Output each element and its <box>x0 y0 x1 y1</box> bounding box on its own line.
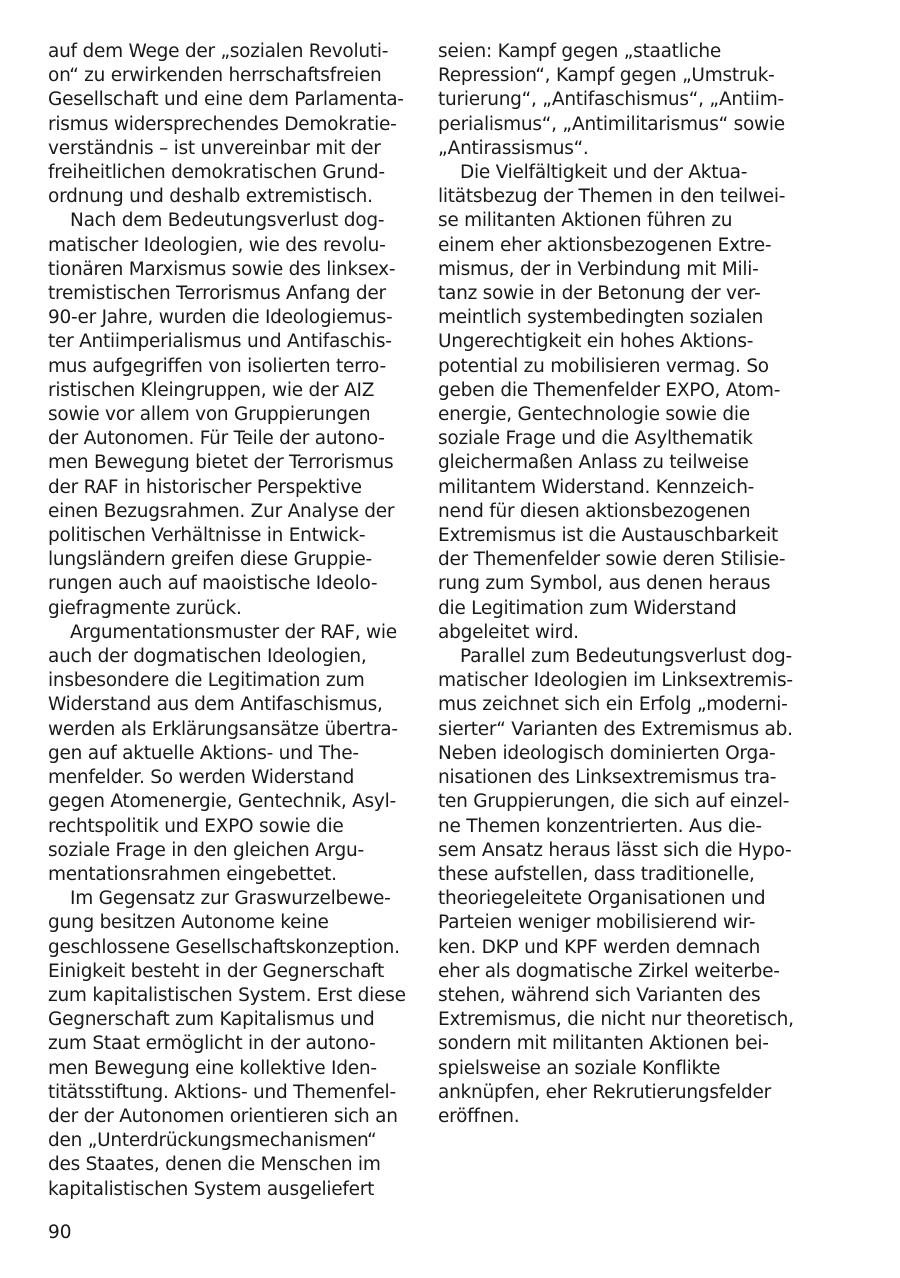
paragraph <box>48 40 410 209</box>
page-number: 90 <box>48 1222 72 1243</box>
text-line: sierter“ Varianten des Extremismus ab. <box>438 718 793 740</box>
text-line: Im Gegensatz zur Graswurzelbewe- <box>70 888 391 910</box>
text-line: giefragmente zurück. <box>48 597 242 619</box>
text-line: der der Autonomen orientieren sich an <box>48 1105 398 1127</box>
text-line: ne Themen konzentrierten. Aus die- <box>438 815 762 837</box>
text-line: perialismus“, „Antimilitarismus“ sowie <box>438 113 785 135</box>
text-line: rismus widersprechendes Demokratie- <box>48 113 397 135</box>
text-line: eröffnen. <box>438 1105 520 1127</box>
text-line: men Bewegung bietet der Terrorismus <box>48 452 394 474</box>
text-line: mismus, der in Verbindung mit Mili- <box>438 258 759 280</box>
text-line: „Antirassismus“. <box>438 137 589 159</box>
text-line: rechtspolitik und EXPO sowie die <box>48 815 344 837</box>
text-line: die Legitimation zum Widerstand <box>438 597 737 619</box>
text-line: matischer Ideologien im Linksextremis- <box>438 670 793 692</box>
text-line: anknüpfen, eher Rekrutierungsfelder <box>438 1081 772 1103</box>
text-line: Argumentationsmuster der RAF, wie <box>70 621 397 643</box>
text-line: 90-er Jahre, wurden die Ideologiemus- <box>48 307 393 329</box>
text-line: ten Gruppierungen, die sich auf einzel- <box>438 791 790 813</box>
text-line: mus zeichnet sich ein Erfolg „moderni- <box>438 694 788 716</box>
text-line: Parteien weniger mobilisierend wir- <box>438 912 756 934</box>
text-line: auch der dogmatischen Ideologien, <box>48 646 367 668</box>
text-line: einen Bezugsrahmen. Zur Analyse der <box>48 500 395 522</box>
text-line: werden als Erklärungsansätze übertra- <box>48 718 398 740</box>
text-line: Widerstand aus dem Antifaschismus, <box>48 694 383 716</box>
text-line: insbesondere die Legitimation zum <box>48 670 365 692</box>
left-column <box>48 40 410 1202</box>
text-line: these aufstellen, dass traditionelle, <box>438 863 755 885</box>
paragraph <box>48 209 410 620</box>
paragraph <box>48 621 410 887</box>
text-line: mus aufgegriffen von isolierten terro- <box>48 355 386 377</box>
text-line: lungsländern greifen diese Gruppie- <box>48 549 372 571</box>
text-line: nend für diesen aktionsbezogenen <box>438 500 751 522</box>
text-line: rungen auch auf maoistische Ideolo- <box>48 573 378 595</box>
text-line: sowie vor allem von Gruppierungen <box>48 404 371 426</box>
text-line: kapitalistischen System ausgeliefert <box>48 1178 375 1200</box>
text-line: gleichermaßen Anlass zu teilweise <box>438 452 749 474</box>
text-line: Ungerechtigkeit ein hohes Aktions- <box>438 331 754 353</box>
text-line: abgeleitet wird. <box>438 621 579 643</box>
paragraph <box>438 40 800 161</box>
text-line: Gegnerschaft zum Kapitalismus und <box>48 1009 375 1031</box>
text-line: litätsbezug der Themen in den teilwei- <box>438 186 786 208</box>
text-line: der Themenfelder sowie deren Stilisie- <box>438 549 786 571</box>
text-line: der RAF in historischer Perspektive <box>48 476 362 498</box>
text-line: gen auf aktuelle Aktions- und The- <box>48 742 359 764</box>
text-line: seien: Kampf gegen „staatliche <box>438 41 721 62</box>
text-line: freiheitlichen demokratischen Grund- <box>48 162 385 184</box>
right-column <box>438 40 800 1129</box>
text-line: Gesellschaft und eine dem Parlamenta- <box>48 89 404 111</box>
text-line: se militanten Aktionen führen zu <box>438 210 733 232</box>
text-line: des Staates, denen die Menschen im <box>48 1154 381 1176</box>
text-line: titätsstiftung. Aktions- und Themenfel- <box>48 1081 396 1103</box>
paragraph <box>438 645 800 1129</box>
text-line: stehen, während sich Varianten des <box>438 984 761 1006</box>
text-line: Nach dem Bedeutungsverlust dog- <box>70 210 385 232</box>
text-line: eher als dogmatische Zirkel weiterbe- <box>438 960 780 982</box>
text-line: tanz sowie in der Betonung der ver- <box>438 283 761 305</box>
text-line: turierung“, „Antifaschismus“, „Antiim- <box>438 89 784 111</box>
text-line: militantem Widerstand. Kennzeich- <box>438 476 755 498</box>
text-line: gegen Atomenergie, Gentechnik, Asyl- <box>48 791 396 813</box>
text-line: energie, Gentechnologie sowie die <box>438 404 750 426</box>
text-line: meintlich systembedingten sozialen <box>438 307 764 329</box>
text-line: den „Unterdrückungsmechanismen“ <box>48 1130 377 1152</box>
text-line: sondern mit militanten Aktionen bei- <box>438 1033 769 1055</box>
text-line: matischer Ideologien, wie des revolu- <box>48 234 386 256</box>
text-line: gung besitzen Autonome keine <box>48 912 329 934</box>
text-line: on“ zu erwirkenden herrschaftsfreien <box>48 65 382 87</box>
text-line: Die Vielfältigkeit und der Aktua- <box>460 162 748 184</box>
text-line: ken. DKP und KPF werden demnach <box>438 936 761 958</box>
text-line: geschlossene Gesellschaftskonzeption. <box>48 936 400 958</box>
text-line: Extremismus ist die Austauschbarkeit <box>438 525 778 547</box>
text-line: spielsweise an soziale Konflikte <box>438 1057 721 1079</box>
text-line: ter Antiimperialismus und Antifaschis- <box>48 331 392 353</box>
text-line: Einigkeit besteht in der Gegnerschaft <box>48 960 384 982</box>
text-line: soziale Frage in den gleichen Argu- <box>48 839 364 861</box>
text-line: tremistischen Terrorismus Anfang der <box>48 283 386 305</box>
text-line: nisationen des Linksextremismus tra- <box>438 767 777 789</box>
text-line: Parallel zum Bedeutungsverlust dog- <box>460 646 792 668</box>
text-line: Neben ideologisch dominierten Orga- <box>438 742 776 764</box>
text-line: geben die Themenfelder EXPO, Atom- <box>438 379 781 401</box>
text-line: zum Staat ermöglicht in der autono- <box>48 1033 376 1055</box>
paragraph <box>438 161 800 645</box>
text-line: verständnis – ist unvereinbar mit der <box>48 137 381 159</box>
paragraph <box>48 887 410 1202</box>
text-line: Repression“, Kampf gegen „Umstruk- <box>438 65 775 87</box>
text-line: potential zu mobilisieren vermag. So <box>438 355 769 377</box>
text-line: tionären Marxismus sowie des linksex- <box>48 258 396 280</box>
text-line: soziale Frage und die Asylthematik <box>438 428 753 450</box>
text-line: Extremismus, die nicht nur theoretisch, <box>438 1009 794 1031</box>
text-line: sem Ansatz heraus lässt sich die Hypo- <box>438 839 792 861</box>
text-line: men Bewegung eine kollektive Iden- <box>48 1057 377 1079</box>
text-line: auf dem Wege der „sozialen Revoluti- <box>48 41 389 62</box>
text-line: einem eher aktionsbezogenen Extre- <box>438 234 772 256</box>
text-line: zum kapitalistischen System. Erst diese <box>48 984 406 1006</box>
text-line: mentationsrahmen eingebettet. <box>48 863 337 885</box>
text-line: ristischen Kleingruppen, wie der AIZ <box>48 379 375 401</box>
text-line: theoriegeleitete Organisationen und <box>438 888 766 910</box>
text-line: rung zum Symbol, aus denen heraus <box>438 573 771 595</box>
text-line: der Autonomen. Für Teile der autono- <box>48 428 385 450</box>
text-line: politischen Verhältnisse in Entwick- <box>48 525 366 547</box>
text-line: menfelder. So werden Widerstand <box>48 767 355 789</box>
text-line: ordnung und deshalb extremistisch. <box>48 186 373 208</box>
